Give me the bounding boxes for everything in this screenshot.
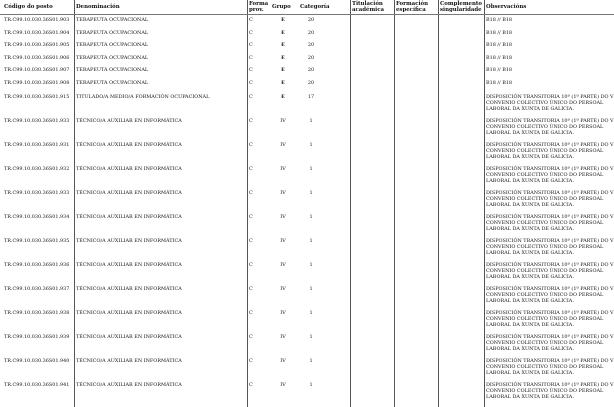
cell-codigo: TR.C99.10.030.36S01.937 xyxy=(4,286,70,292)
cell-observacions: DISPOSICIÓN TRANSITORIA 10ª (1ª PARTE) DO V CONVENIO COLECTIVO ÚNICO DO PERSOAL LABORAL DA XUNTA DE GALICIA. xyxy=(486,286,614,304)
cell-categoria: 1 xyxy=(309,334,313,340)
cell-forma-prov: C xyxy=(249,80,253,86)
cell-observacions: DISPOSICIÓN TRANSITORIA 10ª (1ª PARTE) DO V CONVENIO COLECTIVO ÚNICO DO PERSOAL LABORAL DA XUNTA DE GALICIA. xyxy=(486,238,614,256)
cell-forma-prov: C xyxy=(249,286,253,292)
cell-denominacion: TERAPEUTA OCUPACIONAL xyxy=(76,55,149,61)
cell-grupo: IV xyxy=(280,238,286,244)
cell-forma-prov: C xyxy=(249,334,253,340)
cell-denominacion: TÉCNICO/A AUXILIAR EN INFORMÁTICA xyxy=(76,190,182,196)
cell-grupo: IV xyxy=(280,262,286,268)
cell-observacions: B18 // B18 xyxy=(486,80,513,86)
header-forma-prov: Forma prov. xyxy=(249,1,269,13)
cell-denominacion: TERAPEUTA OCUPACIONAL xyxy=(76,30,149,36)
cell-categoria: 1 xyxy=(309,142,313,148)
cell-grupo: IV xyxy=(280,190,286,196)
cell-grupo: E xyxy=(281,17,285,23)
cell-codigo: TR.C99.10.030.36S01.904 xyxy=(4,30,70,36)
column-divider xyxy=(484,0,485,407)
cell-forma-prov: C xyxy=(249,166,253,172)
cell-codigo: TR.C99.10.030.36S01.940 xyxy=(4,358,70,364)
cell-forma-prov: C xyxy=(249,17,253,23)
header-divider xyxy=(0,14,614,15)
cell-codigo: TR.C99.10.030.36S01.941 xyxy=(4,382,70,388)
cell-codigo: TR.C99.10.030.36S01.936 xyxy=(4,262,70,268)
cell-categoria: 1 xyxy=(309,214,313,220)
cell-codigo: TR.C99.10.030.36S01.915 xyxy=(4,94,70,100)
cell-categoria: 1 xyxy=(309,358,313,364)
cell-categoria: 1 xyxy=(309,238,313,244)
cell-denominacion: TITULADO/A MEDIO/A FORMACIÓN OCUPACIONAL xyxy=(76,94,210,100)
cell-categoria: 1 xyxy=(309,118,313,124)
column-divider xyxy=(247,0,248,407)
cell-categoria: 20 xyxy=(307,80,315,86)
cell-denominacion: TÉCNICO/A AUXILIAR EN INFORMÁTICA xyxy=(76,238,182,244)
cell-codigo: TR.C99.10.030.36S01.933 xyxy=(4,190,70,196)
cell-forma-prov: C xyxy=(249,238,253,244)
cell-grupo: E xyxy=(281,55,285,61)
column-divider xyxy=(350,0,351,407)
cell-grupo: IV xyxy=(280,142,286,148)
cell-observacions: DISPOSICIÓN TRANSITORIA 10ª (1ª PARTE) DO V CONVENIO COLECTIVO ÚNICO DO PERSOAL LABORAL DA XUNTA DE GALICIA. xyxy=(486,166,614,184)
header-grupo: Grupo xyxy=(272,4,291,10)
cell-codigo: TR.C99.10.030.36S01.935 xyxy=(4,238,70,244)
cell-categoria: 1 xyxy=(309,382,313,388)
cell-grupo: IV xyxy=(280,166,286,172)
cell-denominacion: TÉCNICO/A AUXILIAR EN INFORMÁTICA xyxy=(76,166,182,172)
cell-forma-prov: C xyxy=(249,30,253,36)
cell-denominacion: TERAPEUTA OCUPACIONAL xyxy=(76,17,149,23)
cell-denominacion: TERAPEUTA OCUPACIONAL xyxy=(76,42,149,48)
cell-forma-prov: C xyxy=(249,118,253,124)
cell-categoria: 1 xyxy=(309,310,313,316)
cell-observacions: DISPOSICIÓN TRANSITORIA 10ª (1ª PARTE) DO V CONVENIO COLECTIVO ÚNICO DO PERSOAL LABORAL DA XUNTA DE GALICIA. xyxy=(486,94,614,112)
cell-grupo: IV xyxy=(280,382,286,388)
cell-forma-prov: C xyxy=(249,382,253,388)
cell-denominacion: TÉCNICO/A AUXILIAR EN INFORMÁTICA xyxy=(76,286,182,292)
cell-grupo: E xyxy=(281,30,285,36)
cell-forma-prov: C xyxy=(249,42,253,48)
cell-categoria: 1 xyxy=(309,166,313,172)
cell-observacions: DISPOSICIÓN TRANSITORIA 10ª (1ª PARTE) DO V CONVENIO COLECTIVO ÚNICO DO PERSOAL LABORAL DA XUNTA DE GALICIA. xyxy=(486,214,614,232)
cell-denominacion: TÉCNICO/A AUXILIAR EN INFORMÁTICA xyxy=(76,382,182,388)
cell-observacions: DISPOSICIÓN TRANSITORIA 10ª (1ª PARTE) DO V CONVENIO COLECTIVO ÚNICO DO PERSOAL LABORAL DA XUNTA DE GALICIA. xyxy=(486,358,614,376)
cell-codigo: TR.C99.10.030.36S01.903 xyxy=(4,17,70,23)
cell-denominacion: TERAPEUTA OCUPACIONAL xyxy=(76,80,149,86)
cell-categoria: 20 xyxy=(307,67,315,73)
header-complemento: Complemento singularidade xyxy=(440,1,482,13)
cell-denominacion: TERAPEUTA OCUPACIONAL xyxy=(76,67,149,73)
cell-forma-prov: C xyxy=(249,67,253,73)
column-divider xyxy=(438,0,439,407)
cell-observacions: B18 // B18 xyxy=(486,55,513,61)
cell-categoria: 1 xyxy=(309,190,313,196)
cell-forma-prov: C xyxy=(249,358,253,364)
cell-forma-prov: C xyxy=(249,310,253,316)
cell-denominacion: TÉCNICO/A AUXILIAR EN INFORMÁTICA xyxy=(76,262,182,268)
cell-denominacion: TÉCNICO/A AUXILIAR EN INFORMÁTICA xyxy=(76,142,182,148)
column-divider xyxy=(74,0,75,407)
cell-observacions: B18 // B18 xyxy=(486,42,513,48)
cell-denominacion: TÉCNICO/A AUXILIAR EN INFORMÁTICA xyxy=(76,214,182,220)
cell-codigo: TR.C99.10.030.36S01.933 xyxy=(4,118,70,124)
header-formacion: Formación específica xyxy=(396,1,429,13)
cell-forma-prov: C xyxy=(249,55,253,61)
cell-categoria: 20 xyxy=(307,42,315,48)
cell-forma-prov: C xyxy=(249,214,253,220)
cell-categoria: 17 xyxy=(307,94,315,100)
header-observacions: Observacións xyxy=(486,4,527,10)
cell-codigo: TR.C99.10.030.36S01.932 xyxy=(4,166,70,172)
cell-grupo: IV xyxy=(280,358,286,364)
cell-grupo: IV xyxy=(280,334,286,340)
header-categoria: Categoría xyxy=(300,4,330,10)
header-codigo: Código do posto xyxy=(4,4,53,10)
cell-grupo: E xyxy=(281,94,285,100)
cell-codigo: TR.C99.10.030.36S01.931 xyxy=(4,142,70,148)
cell-forma-prov: C xyxy=(249,262,253,268)
cell-observacions: DISPOSICIÓN TRANSITORIA 10ª (1ª PARTE) DO V CONVENIO COLECTIVO ÚNICO DO PERSOAL LABORAL DA XUNTA DE GALICIA. xyxy=(486,382,614,400)
cell-grupo: IV xyxy=(280,310,286,316)
cell-denominacion: TÉCNICO/A AUXILIAR EN INFORMÁTICA xyxy=(76,334,182,340)
cell-categoria: 1 xyxy=(309,286,313,292)
cell-forma-prov: C xyxy=(249,142,253,148)
cell-observacions: DISPOSICIÓN TRANSITORIA 10ª (1ª PARTE) DO V CONVENIO COLECTIVO ÚNICO DO PERSOAL LABORAL DA XUNTA DE GALICIA. xyxy=(486,310,614,328)
cell-codigo: TR.C99.10.030.36S01.938 xyxy=(4,310,70,316)
cell-codigo: TR.C99.10.030.36S01.934 xyxy=(4,214,70,220)
cell-codigo: TR.C99.10.030.36S01.907 xyxy=(4,67,70,73)
cell-observacions: DISPOSICIÓN TRANSITORIA 10ª (1ª PARTE) DO V CONVENIO COLECTIVO ÚNICO DO PERSOAL LABORAL DA XUNTA DE GALICIA. xyxy=(486,190,614,208)
cell-grupo: IV xyxy=(280,118,286,124)
header-denominacion: Denominación xyxy=(76,4,120,10)
cell-observacions: DISPOSICIÓN TRANSITORIA 10ª (1ª PARTE) DO V CONVENIO COLECTIVO ÚNICO DO PERSOAL LABORAL DA XUNTA DE GALICIA. xyxy=(486,334,614,352)
cell-grupo: E xyxy=(281,80,285,86)
cell-grupo: E xyxy=(281,67,285,73)
cell-observacions: B18 // B18 xyxy=(486,67,513,73)
cell-grupo: IV xyxy=(280,214,286,220)
cell-observacions: B18 // B18 xyxy=(486,17,513,23)
cell-forma-prov: C xyxy=(249,190,253,196)
cell-categoria: 20 xyxy=(307,17,315,23)
cell-observacions: B18 // B18 xyxy=(486,30,513,36)
cell-codigo: TR.C99.10.030.36S01.905 xyxy=(4,42,70,48)
cell-denominacion: TÉCNICO/A AUXILIAR EN INFORMÁTICA xyxy=(76,358,182,364)
cell-denominacion: TÉCNICO/A AUXILIAR EN INFORMÁTICA xyxy=(76,310,182,316)
column-divider xyxy=(394,0,395,407)
cell-codigo: TR.C99.10.030.36S01.906 xyxy=(4,55,70,61)
cell-grupo: IV xyxy=(280,286,286,292)
cell-codigo: TR.C99.10.030.36S01.939 xyxy=(4,334,70,340)
header-titulacion: Titulación académica xyxy=(352,1,384,13)
cell-categoria: 1 xyxy=(309,262,313,268)
cell-categoria: 20 xyxy=(307,55,315,61)
cell-grupo: E xyxy=(281,42,285,48)
cell-categoria: 20 xyxy=(307,30,315,36)
cell-denominacion: TÉCNICO/A AUXILIAR EN INFORMÁTICA xyxy=(76,118,182,124)
cell-codigo: TR.C99.10.030.36S01.908 xyxy=(4,80,70,86)
cell-observacions: DISPOSICIÓN TRANSITORIA 10ª (1ª PARTE) DO V CONVENIO COLECTIVO ÚNICO DO PERSOAL LABORAL DA XUNTA DE GALICIA. xyxy=(486,142,614,160)
cell-observacions: DISPOSICIÓN TRANSITORIA 10ª (1ª PARTE) DO V CONVENIO COLECTIVO ÚNICO DO PERSOAL LABORAL DA XUNTA DE GALICIA. xyxy=(486,262,614,280)
cell-observacions: DISPOSICIÓN TRANSITORIA 10ª (1ª PARTE) DO V CONVENIO COLECTIVO ÚNICO DO PERSOAL LABORAL DA XUNTA DE GALICIA. xyxy=(486,118,614,136)
cell-forma-prov: C xyxy=(249,94,253,100)
